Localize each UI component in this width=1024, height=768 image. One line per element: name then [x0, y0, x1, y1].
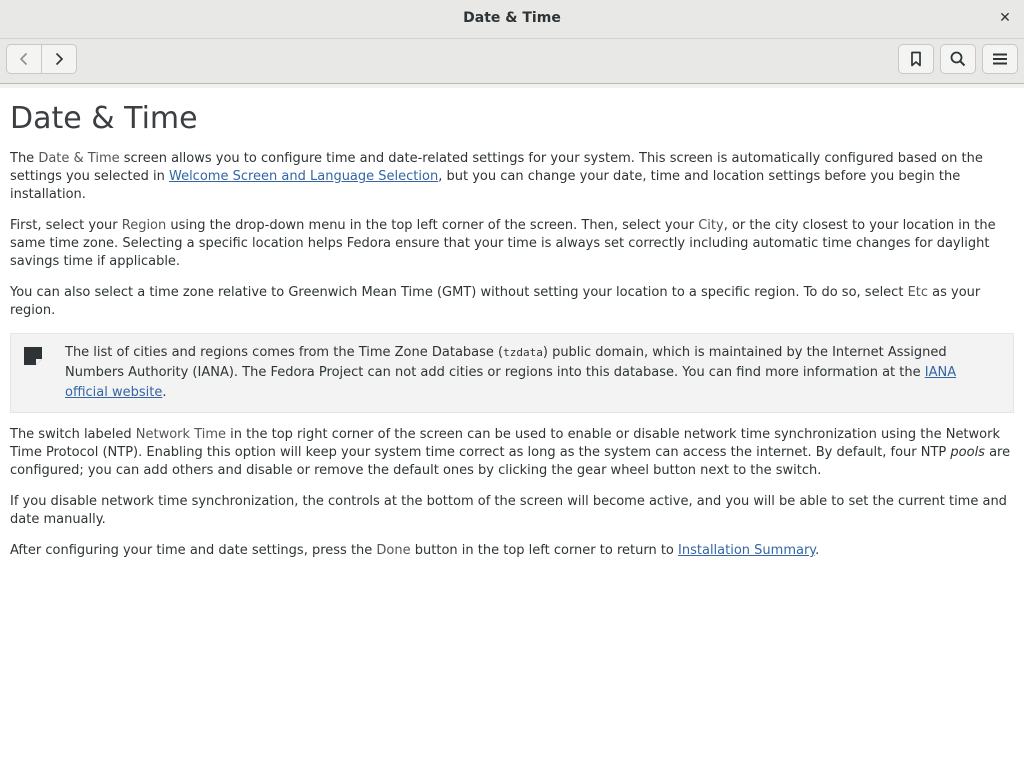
- gui-term: Network Time: [135, 427, 227, 442]
- link-welcome-screen[interactable]: Welcome Screen and Language Selection: [168, 169, 439, 184]
- text: as your region.: [10, 285, 981, 318]
- chevron-right-icon: [51, 51, 67, 67]
- text: The switch labeled: [10, 427, 136, 442]
- back-button[interactable]: [6, 44, 42, 74]
- emphasis: pools: [950, 445, 985, 460]
- code-term: tzdata: [503, 346, 543, 359]
- text: If you disable network time synchronization, the controls at the bottom of the screen will become active, and you will be able to set the current time and date manually.: [10, 494, 1007, 527]
- bookmark-button[interactable]: [898, 44, 934, 74]
- gui-term: City: [698, 218, 724, 233]
- paragraph-region: [10, 217, 1014, 271]
- gui-term: Region: [121, 218, 167, 233]
- forward-button[interactable]: [41, 44, 77, 74]
- text: button in the top left corner to return to: [410, 543, 679, 558]
- text: The list of cities and regions comes from the Time Zone Database (: [65, 345, 504, 360]
- paragraph-done: [10, 542, 1014, 560]
- close-icon: ✕: [999, 10, 1011, 26]
- gui-term: Date & Time: [38, 151, 120, 166]
- text: ) public domain, which is maintained by the Internet Assigned Numbers Authority (IANA). The Fedora Project can not add cities or regions into this database. You can find more information at the: [65, 345, 947, 380]
- bookmark-icon: [908, 51, 924, 67]
- gui-term: Done: [376, 543, 411, 558]
- scroll-shadow: [0, 84, 1024, 88]
- note-box: [10, 333, 1014, 413]
- page-title: Date & Time: [10, 101, 198, 136]
- link-installation-summary[interactable]: Installation Summary: [678, 543, 816, 558]
- text: You can also select a time zone relative to Greenwich Mean Time (GMT) without setting your location to a specific region. To do so, select: [10, 285, 908, 300]
- paragraph-intro: [10, 150, 1014, 204]
- hamburger-menu-icon: [992, 51, 1008, 67]
- search-button[interactable]: [940, 44, 976, 74]
- text: After configuring your time and date settings, press the: [10, 543, 377, 558]
- paragraph-gmt: [10, 284, 1014, 320]
- gui-term: Etc: [907, 285, 929, 300]
- close-button[interactable]: [996, 9, 1014, 27]
- text: screen allows you to configure time and date-related settings for your system. This screen is automatically configured based on the settings you selected in: [10, 151, 983, 184]
- text: The: [10, 151, 39, 166]
- help-content: [10, 92, 1014, 573]
- text: using the drop-down menu in the top left corner of the screen. Then, select your: [166, 218, 699, 233]
- paragraph-manual-time: [10, 493, 1014, 529]
- toolbar: [0, 39, 1024, 84]
- title-bar: [0, 0, 1024, 39]
- text: are configured; you can add others and disable or remove the default ones by clicking the gear wheel button next to the switch.: [10, 445, 1011, 478]
- link-iana-website[interactable]: IANA official website: [65, 365, 957, 400]
- text: .: [815, 543, 820, 558]
- paragraph-network-time: [10, 426, 1014, 480]
- search-icon: [950, 51, 966, 67]
- text: , or the city closest to your location in the same time zone. Selecting a specific location helps Fedora ensure that your time is always set correctly including automatic time changes for daylight savings time if applicable.: [10, 218, 996, 269]
- menu-button[interactable]: [982, 44, 1018, 74]
- window-title: Date & Time: [463, 10, 561, 26]
- note-icon: [24, 347, 42, 365]
- text: .: [162, 385, 167, 400]
- chevron-left-icon: [16, 51, 32, 67]
- text: First, select your: [10, 218, 122, 233]
- text: in the top right corner of the screen can be used to enable or disable network time synchronization using the Network Time Protocol (NTP). Enabling this option will keep your system time correct as long as the system can access the internet. By default, four NTP: [10, 427, 1000, 460]
- text: , but you can change your date, time and location settings before you begin the installation.: [10, 169, 961, 202]
